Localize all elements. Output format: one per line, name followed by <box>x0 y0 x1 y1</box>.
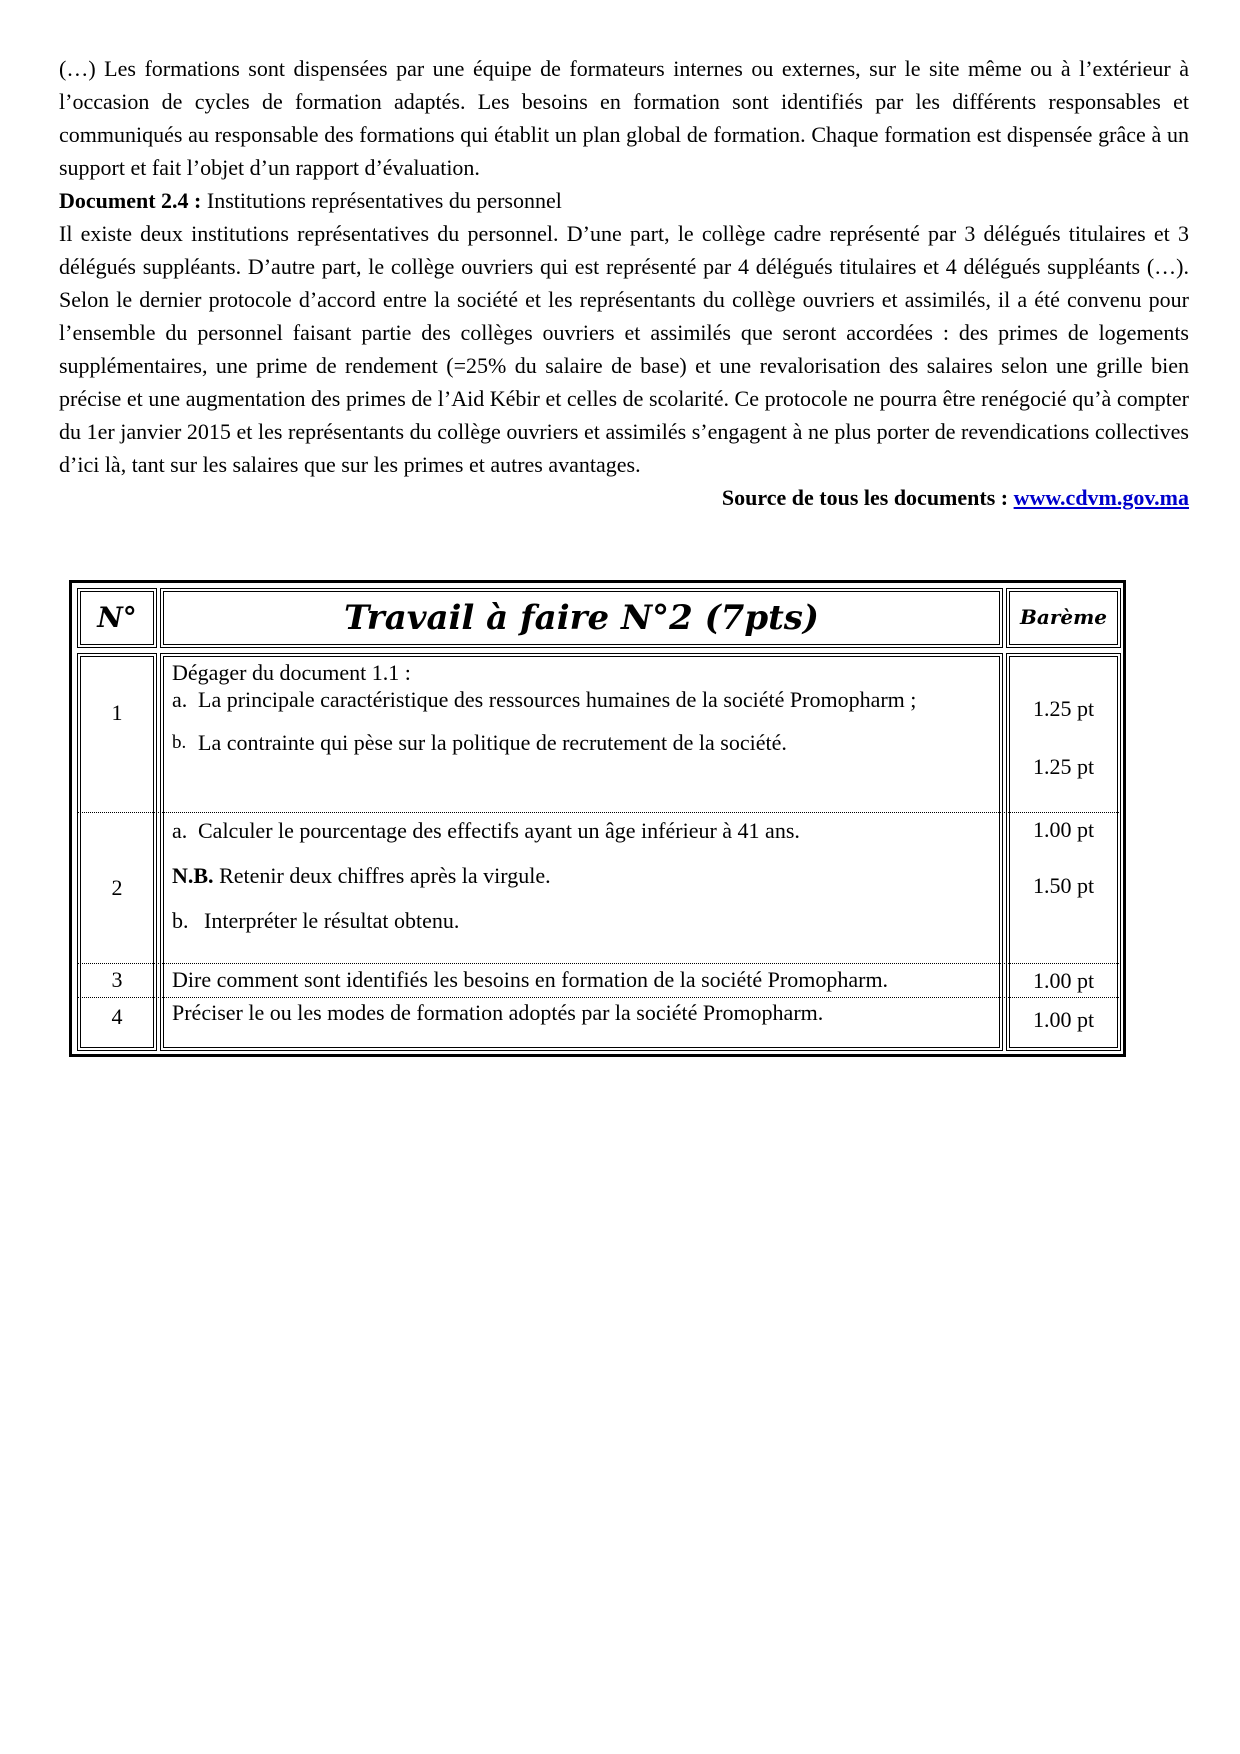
row2-nb-text: Retenir deux chiffres après la virgule. <box>213 863 551 888</box>
header-num: N° <box>97 601 137 634</box>
source-line <box>59 481 1189 514</box>
row2-b-prefix: b. <box>172 908 189 933</box>
row2-num: 2 <box>111 874 123 900</box>
row-separator <box>77 963 1121 964</box>
row4-task: Préciser le ou les modes de formation adoptés par la société Promopharm. <box>172 1000 824 1025</box>
row1-pts-b: 1.25 pt <box>1032 754 1095 779</box>
paragraph-formations: (…) Les formations sont dispensées par une équipe de formateurs internes ou externes, sur le site même ou à l’extérieur à l’occasion de cycles de formation adaptés. Les besoins en formation sont identifiés par les différents responsables et communiqués au responsable des formations qui établit un plan global de formation. Chaque formation est dispensée grâce à un support et fait l’objet d’un rapport d’évaluation. <box>59 56 1189 180</box>
document-body <box>59 52 1189 514</box>
row-separator <box>77 812 1121 813</box>
row4-pts: 1.00 pt <box>1032 1007 1095 1032</box>
paragraph-institutions: Il existe deux institutions représentatives du personnel. D’une part, le collège cadre représenté par 3 délégués titulaires et 3 délégués suppléants. D’autre part, le collège ouvriers qui est représenté par 4 délégués titulaires et 4 délégués suppléants (…). Selon le dernier protocole d’accord entre la société et les représentants du collège ouvriers et assimilés, il a été convenu pour l’ensemble du personnel faisant partie des collèges ouvriers et assimilés que seront accordées : des primes de logements supplémentaires, une prime de rendement (=25% du salaire de base) et une revalorisation des salaires selon une grille bien précise et une augmentation des primes de l’Aid Kébir et celles de scolarité. Ce protocole ne pourra être renégocié qu’à compter du 1er janvier 2015 et les représentants du collège ouvriers et assimilés s’engagent à ne plus porter de revendications collectives d’ici là, tant sur les salaires que sur les primes et autres avantages. <box>59 221 1189 477</box>
header-num-cell <box>77 588 157 648</box>
row2-item-b <box>172 907 992 934</box>
row1-intro: Dégager du document 1.1 : <box>172 660 411 685</box>
row4-num: 4 <box>111 1004 123 1029</box>
document-title: Institutions représentatives du personnel <box>201 188 562 213</box>
row1-num: 1 <box>111 700 123 725</box>
row-separator <box>77 997 1121 998</box>
row3-num: 3 <box>111 967 123 992</box>
document-heading <box>59 184 1189 217</box>
row1-pts-a: 1.25 pt <box>1032 696 1095 721</box>
row1-a-text: La principale caractéristique des ressources humaines de la société Promopharm ; <box>198 687 917 712</box>
row1-item-b <box>172 729 992 756</box>
row2-a-prefix: a. <box>172 818 188 843</box>
header-title-cell <box>160 588 1003 648</box>
row2-task <box>172 817 992 934</box>
row3-task: Dire comment sont identifiés les besoins en formation de la société Promopharm. <box>172 967 889 992</box>
row2-item-a <box>172 817 992 844</box>
row1-a-prefix: a. <box>172 687 188 712</box>
row2-pts-b: 1.50 pt <box>1032 873 1095 898</box>
document-label: Document 2.4 : <box>59 188 202 213</box>
row2-a-text: Calculer le pourcentage des effectifs ayant un âge inférieur à 41 ans. <box>198 818 800 843</box>
row1-b-prefix: b. <box>172 732 187 753</box>
header-bareme: Barème <box>1019 605 1107 629</box>
row1-b-text: La contrainte qui pèse sur la politique de recrutement de la société. <box>198 730 787 755</box>
row2-b-text: Interpréter le résultat obtenu. <box>204 908 460 933</box>
row2-nb <box>172 862 992 889</box>
source-link[interactable]: www.cdvm.gov.ma <box>1013 485 1189 510</box>
row1-item-a <box>172 686 992 713</box>
source-label: Source de tous les documents : <box>721 485 1014 510</box>
row2-nb-label: N.B. <box>172 863 214 888</box>
row1-task <box>172 659 992 756</box>
header-bareme-cell <box>1006 588 1121 648</box>
row3-pts: 1.00 pt <box>1032 968 1095 993</box>
header-title: Travail à faire N°2 (7pts) <box>343 598 820 638</box>
task-table <box>69 580 1126 1057</box>
row2-pts-a: 1.00 pt <box>1032 817 1095 842</box>
